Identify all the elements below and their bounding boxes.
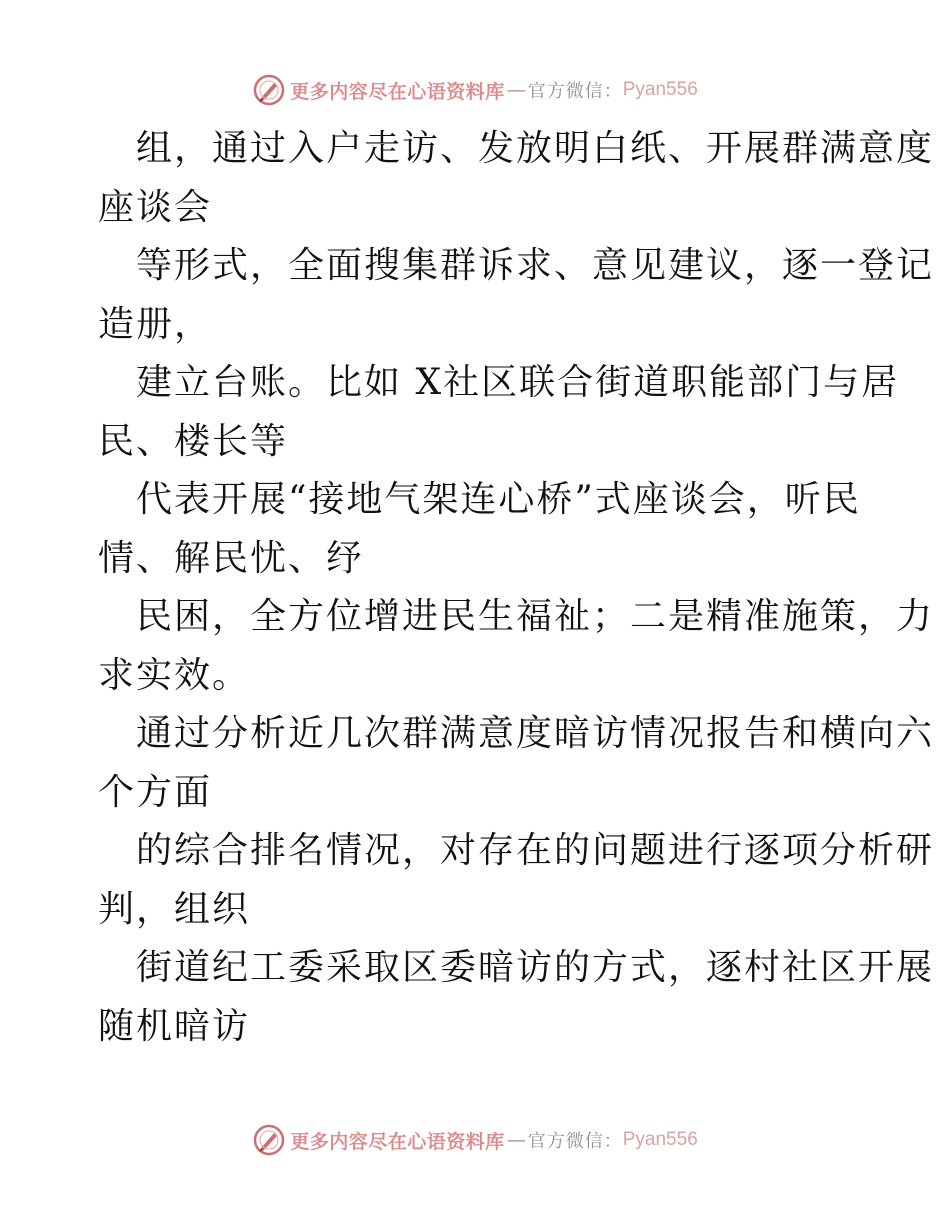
watermark-main-text: 更多内容尽在心语资料库 xyxy=(290,1130,505,1153)
body-line-8: 情、解民忧、纾 xyxy=(98,537,365,579)
watermark-sub-text: 官方微信： xyxy=(527,81,623,102)
watermark-main-text: 更多内容尽在心语资料库 xyxy=(290,80,505,103)
pen-logo-icon xyxy=(252,73,286,107)
watermark-id: Pyan556 xyxy=(622,1129,698,1150)
watermark-id: Pyan556 xyxy=(622,79,698,100)
pen-logo-icon xyxy=(252,1123,286,1157)
body-line-3: 等形式，全面搜集群诉求、意见建议，逐一登记 xyxy=(136,245,935,286)
body-line-9: 民困，全方位增进民生福祉；二是精准施策，力 xyxy=(136,596,935,637)
body-line-2: 座谈会 xyxy=(98,186,213,228)
body-line-6: 民、楼长等 xyxy=(98,420,289,462)
body-line-5: 建立台账。比如 X社区联合街道职能部门与居 xyxy=(136,362,900,403)
watermark-dash: — xyxy=(506,1129,526,1151)
body-line-14: 判，组织 xyxy=(98,888,251,930)
watermark-dash: — xyxy=(506,79,526,101)
watermark-sub-text: 官方微信： xyxy=(527,1131,623,1152)
body-line-10: 求实效。 xyxy=(98,654,251,696)
body-line-15: 街道纪工委采取区委暗访的方式，逐村社区开展 xyxy=(136,947,935,988)
body-line-13: 的综合排名情况，对存在的问题进行逐项分析研 xyxy=(136,830,935,871)
body-line-4: 造册， xyxy=(98,303,213,345)
body-line-16: 随机暗访 xyxy=(98,1005,251,1047)
body-line-12: 个方面 xyxy=(98,771,213,813)
header-watermark xyxy=(0,70,950,110)
document-body xyxy=(98,120,935,1056)
body-line-11: 通过分析近几次群满意度暗访情况报告和横向六 xyxy=(136,713,935,754)
body-line-1: 组，通过入户走访、发放明白纸、开展群满意度 xyxy=(136,128,935,169)
footer-watermark xyxy=(0,1120,950,1160)
body-line-7: 代表开展“接地气架连心桥”式座谈会，听民 xyxy=(136,479,861,520)
